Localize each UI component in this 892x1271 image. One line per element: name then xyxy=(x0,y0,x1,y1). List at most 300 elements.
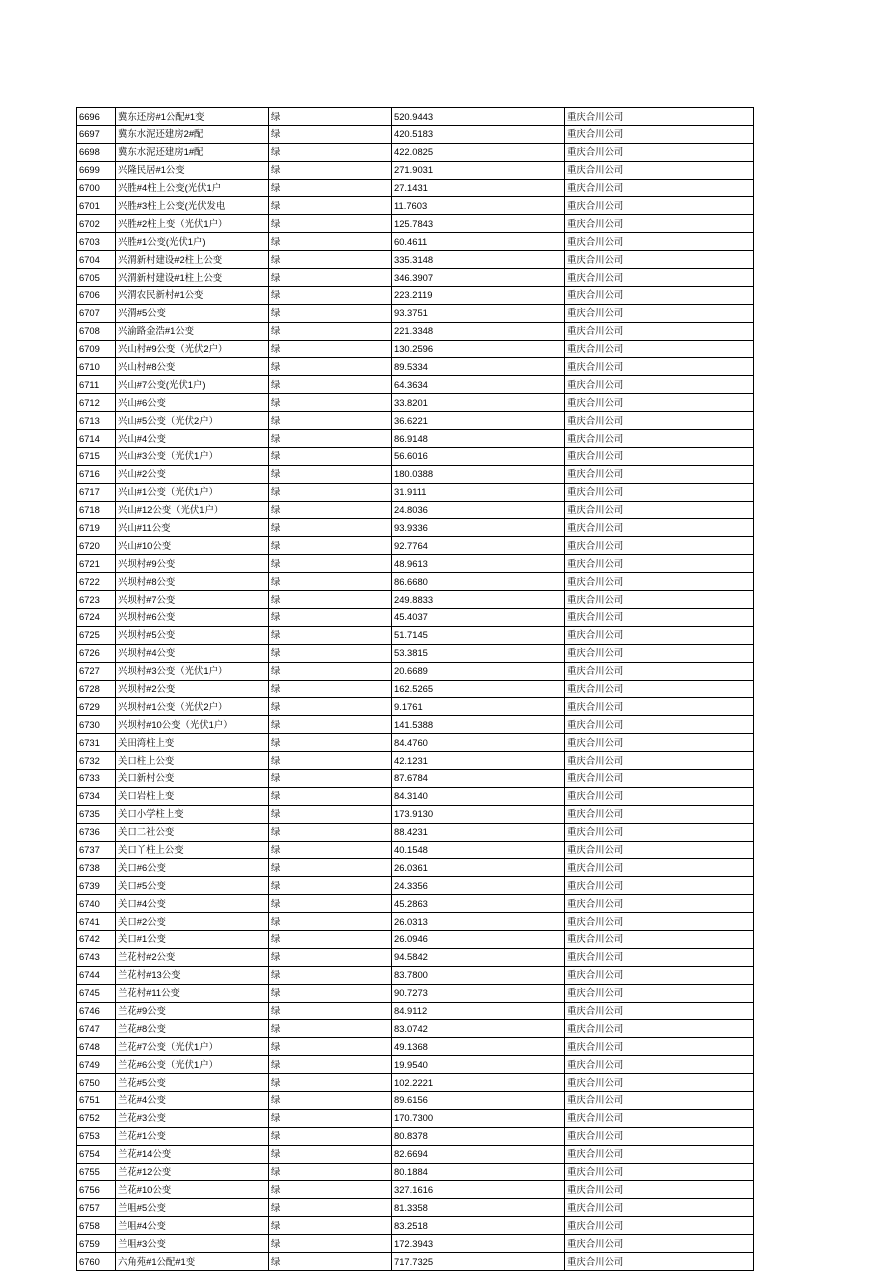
cell-name: 关口二社公变 xyxy=(116,823,269,841)
cell-id: 6726 xyxy=(77,644,116,662)
cell-company: 重庆合川公司 xyxy=(565,930,754,948)
cell-status: 绿 xyxy=(269,108,392,126)
cell-status: 绿 xyxy=(269,1199,392,1217)
cell-company: 重庆合川公司 xyxy=(565,1091,754,1109)
document-page xyxy=(76,107,728,1271)
table-row xyxy=(77,340,754,358)
cell-value: 221.3348 xyxy=(392,322,565,340)
cell-status: 绿 xyxy=(269,215,392,233)
cell-name: 兴山#4公变 xyxy=(116,430,269,448)
cell-status: 绿 xyxy=(269,125,392,143)
cell-status: 绿 xyxy=(269,877,392,895)
cell-status: 绿 xyxy=(269,841,392,859)
cell-status: 绿 xyxy=(269,1217,392,1235)
table-row xyxy=(77,1163,754,1181)
cell-name: 兴坝村#9公变 xyxy=(116,555,269,573)
cell-status: 绿 xyxy=(269,787,392,805)
cell-value: 19.9540 xyxy=(392,1056,565,1074)
table-row xyxy=(77,877,754,895)
cell-value: 125.7843 xyxy=(392,215,565,233)
cell-company: 重庆合川公司 xyxy=(565,519,754,537)
cell-id: 6730 xyxy=(77,716,116,734)
cell-id: 6736 xyxy=(77,823,116,841)
cell-id: 6713 xyxy=(77,412,116,430)
cell-value: 141.5388 xyxy=(392,716,565,734)
table-row xyxy=(77,430,754,448)
table-row xyxy=(77,179,754,197)
cell-name: 兴渭#5公变 xyxy=(116,304,269,322)
cell-company: 重庆合川公司 xyxy=(565,644,754,662)
cell-status: 绿 xyxy=(269,823,392,841)
table-row xyxy=(77,608,754,626)
cell-id: 6709 xyxy=(77,340,116,358)
cell-status: 绿 xyxy=(269,1038,392,1056)
cell-name: 关口岩柱上变 xyxy=(116,787,269,805)
table-row xyxy=(77,1253,754,1271)
cell-company: 重庆合川公司 xyxy=(565,483,754,501)
cell-id: 6737 xyxy=(77,841,116,859)
cell-id: 6743 xyxy=(77,948,116,966)
cell-name: 兴坝村#1公变（光伏2户） xyxy=(116,698,269,716)
cell-company: 重庆合川公司 xyxy=(565,1002,754,1020)
cell-company: 重庆合川公司 xyxy=(565,1235,754,1253)
cell-value: 83.7800 xyxy=(392,966,565,984)
table-row xyxy=(77,161,754,179)
cell-name: 兴渝路金浩#1公变 xyxy=(116,322,269,340)
cell-id: 6706 xyxy=(77,286,116,304)
cell-id: 6712 xyxy=(77,394,116,412)
table-body xyxy=(77,108,754,1271)
cell-name: 关口丫柱上公变 xyxy=(116,841,269,859)
table-row xyxy=(77,233,754,251)
cell-company: 重庆合川公司 xyxy=(565,787,754,805)
cell-id: 6716 xyxy=(77,465,116,483)
cell-status: 绿 xyxy=(269,519,392,537)
cell-company: 重庆合川公司 xyxy=(565,769,754,787)
table-row xyxy=(77,984,754,1002)
cell-company: 重庆合川公司 xyxy=(565,859,754,877)
table-row xyxy=(77,1181,754,1199)
cell-id: 6711 xyxy=(77,376,116,394)
cell-id: 6723 xyxy=(77,591,116,609)
cell-status: 绿 xyxy=(269,966,392,984)
cell-name: 兴山#6公变 xyxy=(116,394,269,412)
cell-id: 6735 xyxy=(77,805,116,823)
table-row xyxy=(77,143,754,161)
cell-company: 重庆合川公司 xyxy=(565,233,754,251)
cell-company: 重庆合川公司 xyxy=(565,984,754,1002)
table-row xyxy=(77,465,754,483)
cell-value: 223.2119 xyxy=(392,286,565,304)
table-row xyxy=(77,948,754,966)
cell-status: 绿 xyxy=(269,1109,392,1127)
cell-id: 6707 xyxy=(77,304,116,322)
cell-company: 重庆合川公司 xyxy=(565,394,754,412)
cell-name: 兰花#10公变 xyxy=(116,1181,269,1199)
cell-status: 绿 xyxy=(269,251,392,269)
cell-name: 兰花#14公变 xyxy=(116,1145,269,1163)
cell-company: 重庆合川公司 xyxy=(565,734,754,752)
cell-id: 6748 xyxy=(77,1038,116,1056)
cell-name: 兴渭新村建设#2柱上公变 xyxy=(116,251,269,269)
cell-status: 绿 xyxy=(269,895,392,913)
cell-name: 关口#2公变 xyxy=(116,913,269,931)
cell-id: 6717 xyxy=(77,483,116,501)
cell-name: 兰花#7公变（光伏1户） xyxy=(116,1038,269,1056)
cell-status: 绿 xyxy=(269,805,392,823)
table-row xyxy=(77,1002,754,1020)
cell-value: 60.4611 xyxy=(392,233,565,251)
cell-value: 9.1761 xyxy=(392,698,565,716)
cell-value: 31.9111 xyxy=(392,483,565,501)
cell-company: 重庆合川公司 xyxy=(565,1181,754,1199)
cell-company: 重庆合川公司 xyxy=(565,286,754,304)
cell-name: 兰花#8公变 xyxy=(116,1020,269,1038)
cell-name: 兰花#12公变 xyxy=(116,1163,269,1181)
cell-id: 6756 xyxy=(77,1181,116,1199)
cell-status: 绿 xyxy=(269,644,392,662)
table-row xyxy=(77,304,754,322)
cell-name: 关口#5公变 xyxy=(116,877,269,895)
cell-company: 重庆合川公司 xyxy=(565,197,754,215)
cell-name: 兰花村#13公变 xyxy=(116,966,269,984)
table-row xyxy=(77,752,754,770)
cell-company: 重庆合川公司 xyxy=(565,895,754,913)
cell-company: 重庆合川公司 xyxy=(565,966,754,984)
cell-value: 83.0742 xyxy=(392,1020,565,1038)
cell-name: 兴山#2公变 xyxy=(116,465,269,483)
cell-status: 绿 xyxy=(269,179,392,197)
table-row xyxy=(77,358,754,376)
cell-company: 重庆合川公司 xyxy=(565,805,754,823)
cell-company: 重庆合川公司 xyxy=(565,340,754,358)
cell-status: 绿 xyxy=(269,394,392,412)
cell-name: 关口#4公变 xyxy=(116,895,269,913)
cell-status: 绿 xyxy=(269,483,392,501)
cell-id: 6727 xyxy=(77,662,116,680)
cell-company: 重庆合川公司 xyxy=(565,877,754,895)
cell-status: 绿 xyxy=(269,501,392,519)
cell-status: 绿 xyxy=(269,304,392,322)
cell-status: 绿 xyxy=(269,1020,392,1038)
cell-name: 关口柱上公变 xyxy=(116,752,269,770)
cell-company: 重庆合川公司 xyxy=(565,251,754,269)
cell-status: 绿 xyxy=(269,376,392,394)
cell-id: 6733 xyxy=(77,769,116,787)
cell-status: 绿 xyxy=(269,161,392,179)
cell-id: 6741 xyxy=(77,913,116,931)
cell-value: 82.6694 xyxy=(392,1145,565,1163)
cell-name: 兴胜#3柱上公变(光伏发电 xyxy=(116,197,269,215)
table-row xyxy=(77,859,754,877)
cell-name: 兰咀#5公变 xyxy=(116,1199,269,1217)
cell-company: 重庆合川公司 xyxy=(565,573,754,591)
cell-id: 6708 xyxy=(77,322,116,340)
cell-name: 兰咀#4公变 xyxy=(116,1217,269,1235)
cell-status: 绿 xyxy=(269,680,392,698)
cell-value: 92.7764 xyxy=(392,537,565,555)
cell-id: 6759 xyxy=(77,1235,116,1253)
cell-status: 绿 xyxy=(269,1181,392,1199)
cell-value: 11.7603 xyxy=(392,197,565,215)
cell-name: 兰咀#3公变 xyxy=(116,1235,269,1253)
cell-value: 81.3358 xyxy=(392,1199,565,1217)
table-row xyxy=(77,394,754,412)
cell-company: 重庆合川公司 xyxy=(565,1163,754,1181)
cell-name: 兰花#9公变 xyxy=(116,1002,269,1020)
cell-value: 89.5334 xyxy=(392,358,565,376)
cell-value: 40.1548 xyxy=(392,841,565,859)
table-row xyxy=(77,1091,754,1109)
cell-company: 重庆合川公司 xyxy=(565,143,754,161)
cell-status: 绿 xyxy=(269,233,392,251)
cell-value: 56.6016 xyxy=(392,447,565,465)
cell-name: 冀东水泥还建房2#配 xyxy=(116,125,269,143)
cell-status: 绿 xyxy=(269,286,392,304)
cell-value: 86.9148 xyxy=(392,430,565,448)
cell-id: 6751 xyxy=(77,1091,116,1109)
cell-id: 6734 xyxy=(77,787,116,805)
cell-value: 26.0361 xyxy=(392,859,565,877)
cell-id: 6738 xyxy=(77,859,116,877)
cell-value: 172.3943 xyxy=(392,1235,565,1253)
cell-status: 绿 xyxy=(269,537,392,555)
cell-company: 重庆合川公司 xyxy=(565,626,754,644)
cell-id: 6757 xyxy=(77,1199,116,1217)
cell-status: 绿 xyxy=(269,269,392,287)
cell-company: 重庆合川公司 xyxy=(565,913,754,931)
cell-company: 重庆合川公司 xyxy=(565,358,754,376)
table-row xyxy=(77,662,754,680)
table-row xyxy=(77,895,754,913)
cell-company: 重庆合川公司 xyxy=(565,1127,754,1145)
cell-id: 6746 xyxy=(77,1002,116,1020)
cell-name: 兴山#11公变 xyxy=(116,519,269,537)
cell-status: 绿 xyxy=(269,1074,392,1092)
cell-id: 6731 xyxy=(77,734,116,752)
cell-status: 绿 xyxy=(269,1235,392,1253)
cell-value: 346.3907 xyxy=(392,269,565,287)
cell-company: 重庆合川公司 xyxy=(565,412,754,430)
cell-id: 6750 xyxy=(77,1074,116,1092)
table-row xyxy=(77,215,754,233)
table-row xyxy=(77,787,754,805)
cell-id: 6739 xyxy=(77,877,116,895)
cell-status: 绿 xyxy=(269,1091,392,1109)
cell-value: 180.0388 xyxy=(392,465,565,483)
cell-company: 重庆合川公司 xyxy=(565,948,754,966)
cell-value: 87.6784 xyxy=(392,769,565,787)
cell-company: 重庆合川公司 xyxy=(565,1217,754,1235)
table-row xyxy=(77,966,754,984)
cell-status: 绿 xyxy=(269,769,392,787)
cell-value: 64.3634 xyxy=(392,376,565,394)
cell-company: 重庆合川公司 xyxy=(565,716,754,734)
cell-status: 绿 xyxy=(269,197,392,215)
cell-status: 绿 xyxy=(269,859,392,877)
cell-company: 重庆合川公司 xyxy=(565,322,754,340)
cell-status: 绿 xyxy=(269,430,392,448)
cell-name: 兴胜#1公变(光伏1户) xyxy=(116,233,269,251)
cell-id: 6755 xyxy=(77,1163,116,1181)
cell-status: 绿 xyxy=(269,322,392,340)
table-row xyxy=(77,447,754,465)
cell-id: 6710 xyxy=(77,358,116,376)
cell-id: 6698 xyxy=(77,143,116,161)
cell-value: 249.8833 xyxy=(392,591,565,609)
cell-value: 36.6221 xyxy=(392,412,565,430)
table-row xyxy=(77,1109,754,1127)
cell-name: 冀东还房#1公配#1变 xyxy=(116,108,269,126)
cell-value: 45.4037 xyxy=(392,608,565,626)
cell-company: 重庆合川公司 xyxy=(565,698,754,716)
cell-status: 绿 xyxy=(269,913,392,931)
cell-id: 6715 xyxy=(77,447,116,465)
cell-name: 兴山#1公变（光伏1户） xyxy=(116,483,269,501)
cell-id: 6752 xyxy=(77,1109,116,1127)
cell-company: 重庆合川公司 xyxy=(565,304,754,322)
cell-id: 6701 xyxy=(77,197,116,215)
cell-id: 6747 xyxy=(77,1020,116,1038)
cell-value: 86.6680 xyxy=(392,573,565,591)
cell-value: 90.7273 xyxy=(392,984,565,1002)
cell-status: 绿 xyxy=(269,716,392,734)
cell-status: 绿 xyxy=(269,626,392,644)
cell-value: 80.1884 xyxy=(392,1163,565,1181)
cell-id: 6749 xyxy=(77,1056,116,1074)
table-row xyxy=(77,1038,754,1056)
table-row xyxy=(77,769,754,787)
cell-status: 绿 xyxy=(269,573,392,591)
cell-id: 6719 xyxy=(77,519,116,537)
cell-id: 6754 xyxy=(77,1145,116,1163)
cell-value: 48.9613 xyxy=(392,555,565,573)
cell-id: 6732 xyxy=(77,752,116,770)
cell-status: 绿 xyxy=(269,412,392,430)
cell-name: 兴山#3公变（光伏1户） xyxy=(116,447,269,465)
cell-status: 绿 xyxy=(269,1145,392,1163)
cell-value: 84.3140 xyxy=(392,787,565,805)
cell-id: 6758 xyxy=(77,1217,116,1235)
cell-id: 6705 xyxy=(77,269,116,287)
table-row xyxy=(77,805,754,823)
cell-status: 绿 xyxy=(269,734,392,752)
cell-id: 6718 xyxy=(77,501,116,519)
table-row xyxy=(77,376,754,394)
table-row xyxy=(77,108,754,126)
cell-company: 重庆合川公司 xyxy=(565,1199,754,1217)
cell-value: 42.1231 xyxy=(392,752,565,770)
cell-value: 51.7145 xyxy=(392,626,565,644)
cell-value: 20.6689 xyxy=(392,662,565,680)
cell-status: 绿 xyxy=(269,447,392,465)
cell-company: 重庆合川公司 xyxy=(565,1074,754,1092)
cell-name: 关口#6公变 xyxy=(116,859,269,877)
table-row xyxy=(77,197,754,215)
cell-name: 兴胜#2柱上变（光伏1户） xyxy=(116,215,269,233)
table-row xyxy=(77,1235,754,1253)
cell-value: 45.2863 xyxy=(392,895,565,913)
cell-value: 80.8378 xyxy=(392,1127,565,1145)
cell-value: 717.7325 xyxy=(392,1253,565,1271)
cell-value: 84.9112 xyxy=(392,1002,565,1020)
cell-value: 88.4231 xyxy=(392,823,565,841)
cell-company: 重庆合川公司 xyxy=(565,1056,754,1074)
cell-name: 关田湾柱上变 xyxy=(116,734,269,752)
cell-company: 重庆合川公司 xyxy=(565,1109,754,1127)
cell-company: 重庆合川公司 xyxy=(565,555,754,573)
cell-id: 6702 xyxy=(77,215,116,233)
table-row xyxy=(77,591,754,609)
cell-id: 6699 xyxy=(77,161,116,179)
cell-id: 6703 xyxy=(77,233,116,251)
cell-id: 6714 xyxy=(77,430,116,448)
cell-name: 兴隆民居#1公变 xyxy=(116,161,269,179)
cell-status: 绿 xyxy=(269,465,392,483)
cell-value: 83.2518 xyxy=(392,1217,565,1235)
cell-name: 兴山村#8公变 xyxy=(116,358,269,376)
table-row xyxy=(77,680,754,698)
cell-id: 6696 xyxy=(77,108,116,126)
cell-value: 33.8201 xyxy=(392,394,565,412)
cell-name: 兰花村#2公变 xyxy=(116,948,269,966)
cell-id: 6720 xyxy=(77,537,116,555)
cell-name: 兴山村#9公变（光伏2户） xyxy=(116,340,269,358)
cell-value: 422.0825 xyxy=(392,143,565,161)
table-row xyxy=(77,286,754,304)
table-row xyxy=(77,483,754,501)
cell-company: 重庆合川公司 xyxy=(565,125,754,143)
cell-value: 271.9031 xyxy=(392,161,565,179)
cell-status: 绿 xyxy=(269,143,392,161)
cell-company: 重庆合川公司 xyxy=(565,430,754,448)
cell-company: 重庆合川公司 xyxy=(565,376,754,394)
cell-name: 关口新村公变 xyxy=(116,769,269,787)
cell-name: 兰花#6公变（光伏1户） xyxy=(116,1056,269,1074)
cell-company: 重庆合川公司 xyxy=(565,1038,754,1056)
cell-id: 6722 xyxy=(77,573,116,591)
cell-id: 6728 xyxy=(77,680,116,698)
cell-name: 兴山#12公变（光伏1户） xyxy=(116,501,269,519)
cell-company: 重庆合川公司 xyxy=(565,841,754,859)
cell-name: 兴渭新村建设#1柱上公变 xyxy=(116,269,269,287)
cell-value: 53.3815 xyxy=(392,644,565,662)
cell-status: 绿 xyxy=(269,1163,392,1181)
cell-name: 兰花#4公变 xyxy=(116,1091,269,1109)
cell-status: 绿 xyxy=(269,1056,392,1074)
table-row xyxy=(77,269,754,287)
table-row xyxy=(77,1199,754,1217)
table-row xyxy=(77,322,754,340)
cell-id: 6700 xyxy=(77,179,116,197)
cell-value: 520.9443 xyxy=(392,108,565,126)
cell-company: 重庆合川公司 xyxy=(565,215,754,233)
cell-name: 兴坝村#8公变 xyxy=(116,573,269,591)
cell-status: 绿 xyxy=(269,662,392,680)
cell-value: 130.2596 xyxy=(392,340,565,358)
cell-value: 26.0946 xyxy=(392,930,565,948)
cell-name: 兴坝村#7公变 xyxy=(116,591,269,609)
cell-id: 6744 xyxy=(77,966,116,984)
cell-company: 重庆合川公司 xyxy=(565,680,754,698)
cell-value: 93.3751 xyxy=(392,304,565,322)
table-row xyxy=(77,841,754,859)
cell-company: 重庆合川公司 xyxy=(565,823,754,841)
cell-value: 27.1431 xyxy=(392,179,565,197)
cell-company: 重庆合川公司 xyxy=(565,161,754,179)
cell-name: 关口小学柱上变 xyxy=(116,805,269,823)
cell-id: 6742 xyxy=(77,930,116,948)
